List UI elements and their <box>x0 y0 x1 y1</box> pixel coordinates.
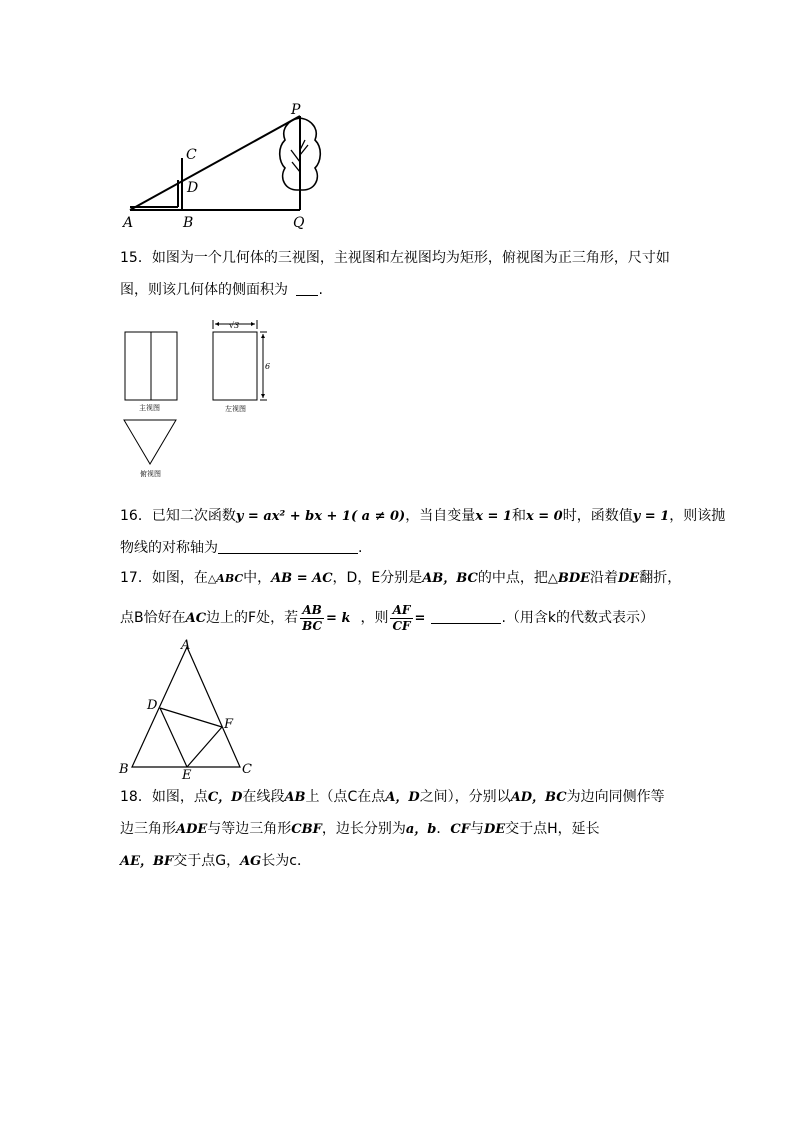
q18-p4: 之间），分别以 <box>419 789 511 805</box>
segment-de <box>160 708 187 767</box>
q16-line1 <box>120 506 725 527</box>
tree-branches <box>291 140 308 190</box>
q17-fraction-ab-bc <box>300 603 324 634</box>
q16-line2 <box>120 538 362 558</box>
q18-de: DE <box>483 822 506 837</box>
q15-line1 <box>120 248 670 268</box>
tri-label-E: E <box>182 768 192 783</box>
q17-line2-mid: 边上的F处，若 <box>206 610 299 626</box>
q17-post: 翻折， <box>639 570 682 586</box>
width-dim-label: √3 <box>229 321 240 330</box>
q18-cd: C，D <box>207 790 243 805</box>
q17-mid4: 沿着 <box>590 570 619 586</box>
q15-number: 15． <box>120 250 152 266</box>
q17-end: .（用含k的代数式表示） <box>501 610 655 626</box>
q17-answer-blank[interactable] <box>431 609 501 624</box>
q16-pre: 已知二次函数 <box>151 508 236 524</box>
q18-p3: 上（点C在点 <box>305 789 386 805</box>
q18-l2-p1: 边三角形 <box>120 821 176 837</box>
q18-ade: ADE <box>176 822 208 837</box>
q17-line2-pre: 点B恰好在 <box>120 610 186 626</box>
front-view-label: 主视图 <box>139 404 160 412</box>
three-views-figure <box>115 315 275 485</box>
label-D: D <box>187 180 199 196</box>
q18-ag: AG <box>240 854 262 869</box>
height-dim-label: 6 <box>265 362 271 371</box>
q16-mid2: 时，函数值 <box>562 508 633 524</box>
left-view-rect <box>213 332 257 400</box>
q16-x1: x = 1 <box>475 509 512 524</box>
q16-and: 和 <box>511 508 526 524</box>
q18-p2: 在线段 <box>242 789 285 805</box>
tri-label-D: D <box>147 698 158 713</box>
q17-frac1-num: AB <box>300 603 324 619</box>
q18-p5: 为边向同侧作等 <box>566 789 665 805</box>
q18-ad-pts: A，D <box>385 790 420 805</box>
q18-number: 18． <box>120 789 152 805</box>
q17-number: 17． <box>120 570 152 586</box>
q18-ab-vars: a，b <box>405 822 437 837</box>
q18-line3 <box>120 851 311 872</box>
q15-line2 <box>120 280 323 300</box>
label-C: C <box>186 147 197 163</box>
q17-ab-bc: AB，BC <box>422 571 478 586</box>
tri-label-F: F <box>224 717 234 732</box>
label-Q: Q <box>293 215 305 231</box>
q18-ab: AB <box>284 790 306 805</box>
q17-mid3: 的中点，把 <box>477 570 548 586</box>
q16-end: . <box>358 540 363 556</box>
q18-l2-p6: 交于点H，延长 <box>505 821 600 837</box>
q18-cbf: CBF <box>291 822 322 837</box>
label-A: A <box>123 215 134 231</box>
q18-l2-p2: 与等边三角形 <box>207 821 292 837</box>
q17-frac2-num: AF <box>390 603 412 619</box>
label-P: P <box>291 102 301 118</box>
q15-text-1: 如图为一个几何体的三视图，主视图和左视图均为矩形，俯视图为正三角形，尺寸如 <box>151 250 670 266</box>
q17-frac1-den: BC <box>302 618 323 633</box>
q18-ad-bc: AD，BC <box>510 790 567 805</box>
q17-line1 <box>120 568 681 589</box>
q17-tri-bde: △BDE <box>547 571 591 586</box>
q16-mid1: ，当自变量 <box>405 508 476 524</box>
q17-line2 <box>120 600 654 637</box>
q18-p1: 如图，点 <box>151 789 208 805</box>
q15-end: . <box>318 282 323 298</box>
q16-post: ，则该抛 <box>669 508 726 524</box>
q17-ac: AC <box>185 611 207 626</box>
q16-y1: y = 1 <box>632 509 670 524</box>
sight-line <box>130 116 300 210</box>
q18-l3-p1: 交于点G， <box>173 853 241 869</box>
tri-label-C: C <box>242 762 252 777</box>
q18-l2-p4: ． <box>436 821 451 837</box>
q15-text-2: 图，则该几何体的侧面积为 <box>120 282 288 298</box>
left-view-label: 左视图 <box>225 405 246 413</box>
q16-x0: x = 0 <box>525 509 563 524</box>
q18-cf: CF <box>450 822 470 837</box>
q18-l3-p2: 长为c． <box>261 853 311 869</box>
q17-tri-abc: △ABC <box>207 572 244 585</box>
q17-then: ，则 <box>360 610 389 626</box>
q17-mid1: 中， <box>243 570 272 586</box>
tree-figure <box>115 100 345 235</box>
q17-de: DE <box>618 571 640 586</box>
q17-fraction-af-cf <box>390 603 412 634</box>
segment-ef <box>187 727 222 767</box>
q15-answer-blank[interactable] <box>296 281 318 296</box>
q17-eq-k: = k <box>326 611 351 626</box>
q17-eq: AB = AC <box>271 571 333 586</box>
tri-label-B: B <box>119 762 129 777</box>
top-view-triangle <box>124 420 176 464</box>
q16-function: y = ax² + bx + 1( a ≠ 0) <box>235 509 406 524</box>
q16-line2-text: 物线的对称轴为 <box>120 540 218 556</box>
label-B: B <box>183 215 194 231</box>
q18-l2-p5: 与 <box>469 821 484 837</box>
q17-pre: 如图，在 <box>151 570 208 586</box>
q17-equals: = <box>414 611 426 626</box>
q18-line2 <box>120 819 600 840</box>
q18-l2-p3: ，边长分别为 <box>321 821 406 837</box>
q18-ae-bf: AE，BF <box>120 854 174 869</box>
q17-mid2: ，D，E分别是 <box>332 570 423 586</box>
tri-label-A: A <box>181 638 191 653</box>
q16-number: 16． <box>120 508 152 524</box>
top-view-label: 俯视图 <box>140 470 161 478</box>
q16-answer-blank[interactable] <box>218 539 358 554</box>
q18-line1 <box>120 787 665 808</box>
q17-frac2-den: CF <box>392 618 411 633</box>
segment-df <box>160 708 222 727</box>
triangle-figure <box>115 635 260 783</box>
